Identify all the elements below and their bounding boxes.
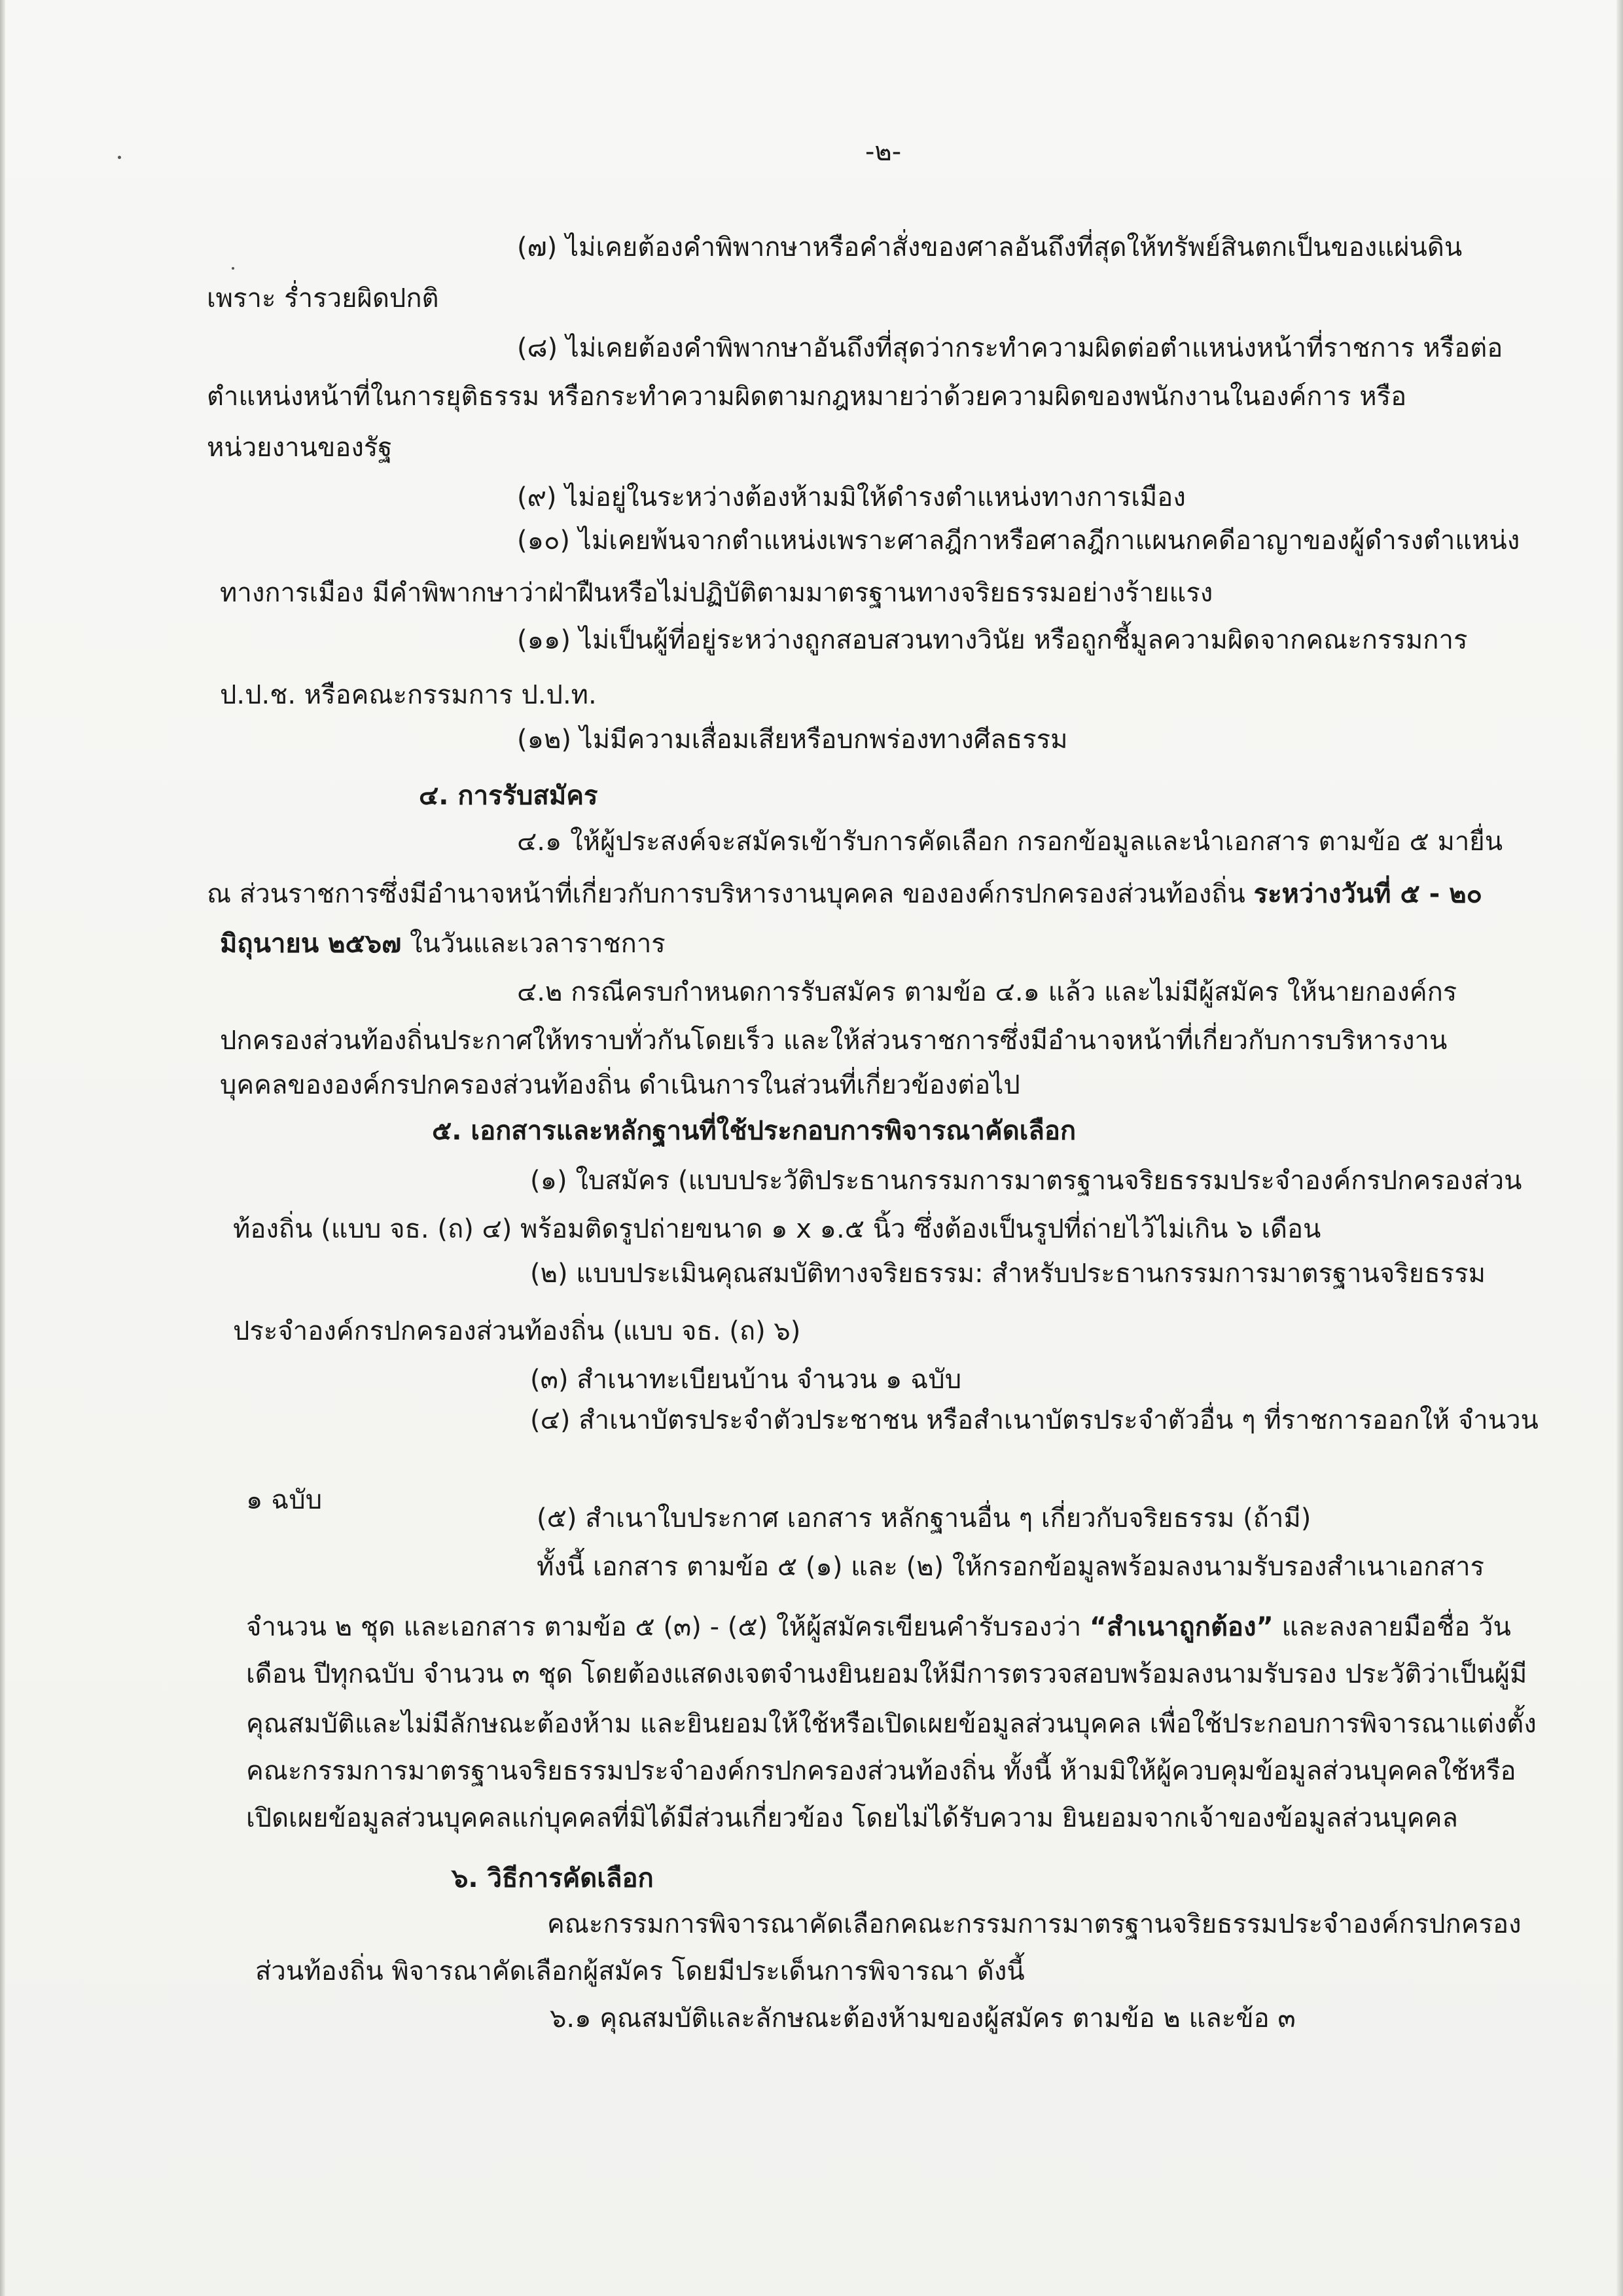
application-period: ระหว่างวันที่ ๕ - ๒๐ — [1253, 879, 1482, 909]
clause-4-1-text: ณ ส่วนราชการซึ่งมีอำนาจหน้าที่เกี่ยวกับการบริหารงานบุคคล ขององค์กรปกครองส่วนท้องถิ่น — [207, 879, 1245, 909]
clause-7: (๗) ไม่เคยต้องคำพิพากษาหรือคำสั่งของศาลอันถึงที่สุดให้ทรัพย์สินตกเป็นของแผ่นดิน — [517, 232, 1463, 262]
clause-7-cont: เพราะ ร่ำรวยผิดปกติ — [207, 283, 439, 314]
doc-item-1-cont: ท้องถิ่น (แบบ จธ. (ถ) ๔) พร้อมติดรูปถ่ายขนาด ๑ x ๑.๕ นิ้ว ซึ่งต้องเป็นรูปที่ถ่ายไว้ไม่เกิน ๖ เดือน — [233, 1214, 1321, 1244]
clause-11-cont: ป.ป.ช. หรือคณะกรรมการ ป.ป.ท. — [220, 680, 597, 710]
section-6-text: คณะกรรมการพิจารณาคัดเลือกคณะกรรมการมาตรฐานจริยธรรมประจำองค์กรปกครอง — [547, 1909, 1522, 1939]
section-5-heading: ๕. เอกสารและหลักฐานที่ใช้ประกอบการพิจารณาคัดเลือก — [432, 1116, 1077, 1146]
clause-4-2-cont: บุคคลขององค์กรปกครองส่วนท้องถิ่น ดำเนินการในส่วนที่เกี่ยวข้องต่อไป — [220, 1070, 1020, 1100]
clause-4-2-cont: ปกครองส่วนท้องถิ่นประกาศให้ทราบทั่วกันโดยเร็ว และให้ส่วนราชการซึ่งมีอำนาจหน้าที่เกี่ยวกับการบริหารงาน — [220, 1026, 1448, 1056]
clause-6-1: ๖.๑ คุณสมบัติและลักษณะต้องห้ามของผู้สมัคร ตามข้อ ๒ และข้อ ๓ — [550, 2003, 1296, 2034]
clause-8-cont: หน่วยงานของรัฐ — [207, 433, 393, 463]
scan-speck — [118, 156, 121, 159]
clause-9: (๙) ไม่อยู่ในระหว่างต้องห้ามมิให้ดำรงตำแหน่งทางการเมือง — [517, 482, 1186, 512]
clause-4-1: ๔.๑ ให้ผู้ประสงค์จะสมัครเข้ารับการคัดเลือก กรอกข้อมูลและนำเอกสาร ตามข้อ ๕ มายื่น — [517, 827, 1503, 857]
scan-edge-left — [0, 0, 5, 2296]
doc-item-2-cont: ประจำองค์กรปกครองส่วนท้องถิ่น (แบบ จธ. (ถ) ๖) — [233, 1316, 801, 1346]
doc-note-cont: เดือน ปีทุกฉบับ จำนวน ๓ ชุด โดยต้องแสดงเจตจำนงยินยอมให้มีการตรวจสอบพร้อมลงนามรับรอง ประวัติว่าเป็นผู้มี — [246, 1659, 1527, 1689]
section-6-heading: ๖. วิธีการคัดเลือก — [452, 1863, 654, 1893]
doc-item-4-cont: ๑ ฉบับ — [246, 1485, 323, 1515]
doc-item-4: (๔) สำเนาบัตรประจำตัวประชาชน หรือสำเนาบัตรประจำตัวอื่น ๆ ที่ราชการออกให้ จำนวน — [530, 1405, 1539, 1435]
doc-item-2: (๒) แบบประเมินคุณสมบัติทางจริยธรรม: สำหรับประธานกรรมการมาตรฐานจริยธรรม — [530, 1259, 1486, 1289]
doc-note-text-end: และลงลายมือชื่อ วัน — [1281, 1612, 1511, 1642]
doc-note-cont — [246, 1609, 1511, 1645]
clause-10: (๑๐) ไม่เคยพ้นจากตำแหน่งเพราะศาลฎีกาหรือศาลฎีกาแผนกคดีอาญาของผู้ดำรงตำแหน่ง — [517, 526, 1520, 556]
doc-note-cont: คณะกรรมการมาตรฐานจริยธรรมประจำองค์กรปกครองส่วนท้องถิ่น ทั้งนี้ ห้ามมิให้ผู้ควบคุมข้อมูลส่วนบุคคลใช้หรือ — [246, 1756, 1516, 1786]
office-hours-text: ในวันและเวลาราชการ — [409, 929, 666, 959]
section-4-heading: ๔. การรับสมัคร — [419, 781, 598, 811]
doc-note-cont: คุณสมบัติและไม่มีลักษณะต้องห้าม และยินยอมให้ใช้หรือเปิดเผยข้อมูลส่วนบุคคล เพื่อใช้ประกอบการพิจารณาแต่งตั้ง — [246, 1709, 1537, 1739]
doc-note-cont: เปิดเผยข้อมูลส่วนบุคคลแก่บุคคลที่มิได้มีส่วนเกี่ยวข้อง โดยไม่ได้รับความ ยินยอมจากเจ้าของข้อมูลส่วนบุคคล — [246, 1803, 1458, 1833]
doc-item-1: (๑) ใบสมัคร (แบบประวัติประธานกรรมการมาตรฐานจริยธรรมประจำองค์กรปกครองส่วน — [530, 1166, 1522, 1196]
doc-item-3: (๓) สำเนาทะเบียนบ้าน จำนวน ๑ ฉบับ — [530, 1365, 962, 1395]
doc-note: ทั้งนี้ เอกสาร ตามข้อ ๕ (๑) และ (๒) ให้กรอกข้อมูลพร้อมลงนามรับรองสำเนาเอกสาร — [537, 1552, 1485, 1582]
scan-edge-right — [1616, 0, 1623, 2296]
clause-10-cont: ทางการเมือง มีคำพิพากษาว่าฝ่าฝืนหรือไม่ปฏิบัติตามมาตรฐานทางจริยธรรมอย่างร้ายแรง — [220, 578, 1213, 608]
clause-8-cont: ตำแหน่งหน้าที่ในการยุติธรรม หรือกระทำความผิดตามกฎหมายว่าด้วยความผิดของพนักงานในองค์การ หรือ — [207, 382, 1407, 412]
section-6-text-cont: ส่วนท้องถิ่น พิจารณาคัดเลือกผู้สมัคร โดยมีประเด็นการพิจารณา ดังนี้ — [255, 1956, 1025, 1986]
clause-11: (๑๑) ไม่เป็นผู้ที่อยู่ระหว่างถูกสอบสวนทางวินัย หรือถูกชี้มูลความผิดจากคณะกรรมการ — [517, 625, 1468, 655]
clause-12: (๑๒) ไม่มีความเสื่อมเสียหรือบกพร่องทางศีลธรรม — [517, 725, 1068, 755]
certified-copy-phrase: “สำเนาถูกต้อง” — [1089, 1612, 1274, 1642]
clause-8: (๘) ไม่เคยต้องคำพิพากษาอันถึงที่สุดว่ากระทำความผิดต่อตำแหน่งหน้าที่ราชการ หรือต่อ — [517, 333, 1503, 363]
application-month-year: มิถุนายน ๒๕๖๗ — [220, 929, 402, 959]
clause-4-2: ๔.๒ กรณีครบกำหนดการรับสมัคร ตามข้อ ๔.๑ แล้ว และไม่มีผู้สมัคร ให้นายกองค์กร — [517, 977, 1457, 1007]
page-number: -๒- — [865, 137, 902, 167]
doc-note-text: จำนวน ๒ ชุด และเอกสาร ตามข้อ ๕ (๓) - (๕) ให้ผู้สมัครเขียนคำรับรองว่า — [246, 1612, 1082, 1642]
clause-4-1-cont — [207, 876, 1482, 912]
clause-4-1-cont — [220, 925, 666, 962]
scan-speck — [232, 267, 234, 270]
doc-item-5: (๕) สำเนาใบประกาศ เอกสาร หลักฐานอื่น ๆ เกี่ยวกับจริยธรรม (ถ้ามี) — [537, 1503, 1311, 1534]
